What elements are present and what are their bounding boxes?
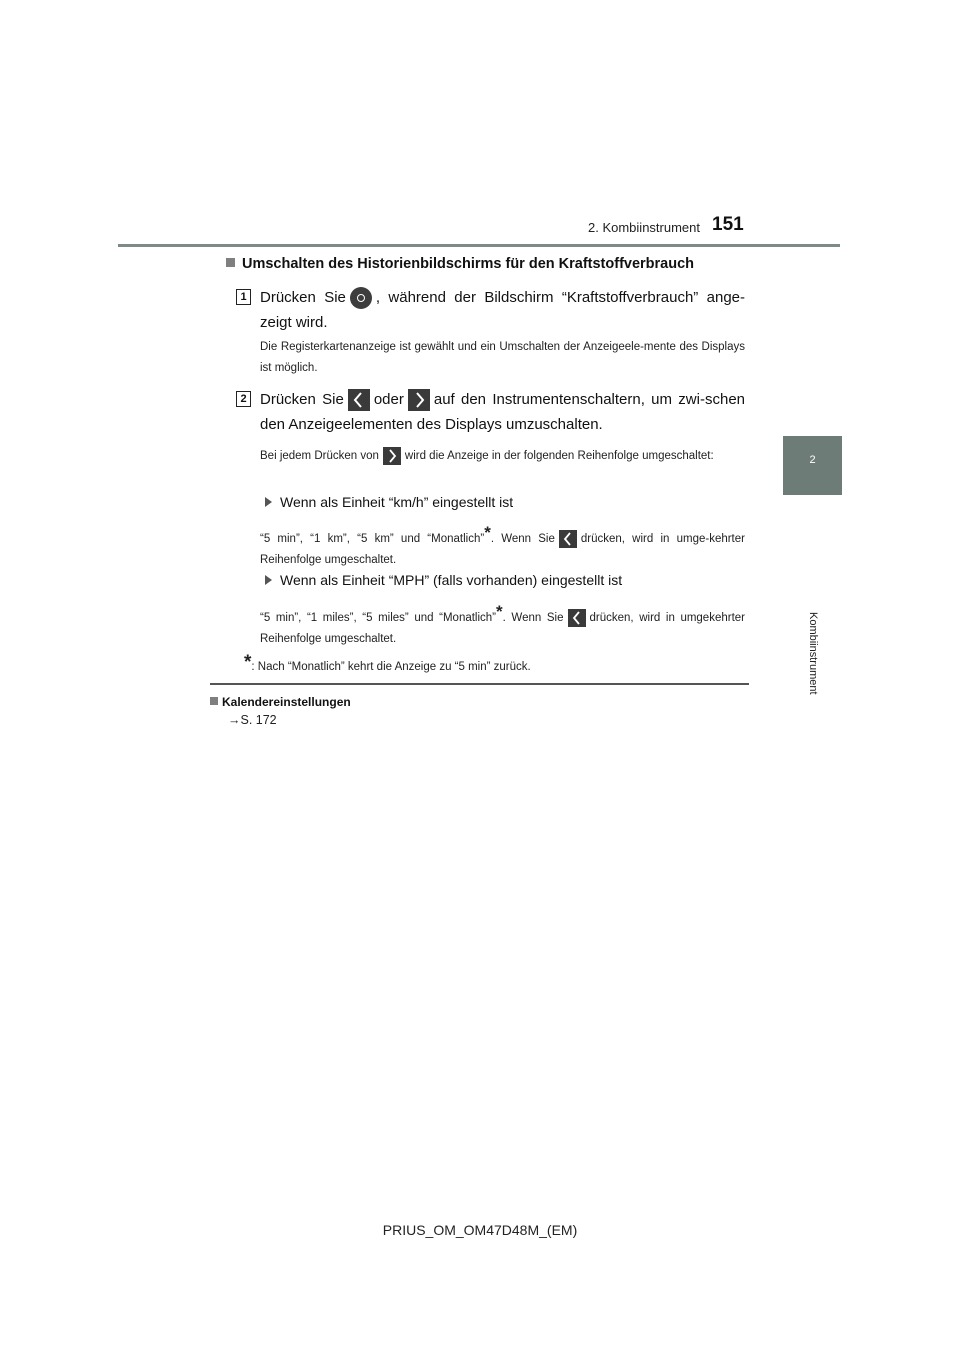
triangle-bullet-icon	[265, 497, 272, 507]
chapter-tab	[783, 436, 842, 495]
bullet-mph-text: “5 min”, “1 miles”, “5 miles” und “Monatlich”*. Wenn Sie drücken, wird in umgekehrter Reihenfolge umgeschaltet.	[260, 602, 745, 645]
bullet-km-h: Wenn als Einheit “km/h” eingestellt ist	[265, 494, 513, 510]
step-1-text: Drücken Sie , während der Bildschirm “Kraftstoffverbrauch” ange-zeigt wird.	[260, 289, 745, 331]
step-number-2: 2	[236, 391, 251, 407]
bullet-km-h-text: “5 min”, “1 km”, “5 km” und “Monatlich”*. Wenn Sie drücken, wird in umge-kehrter Reihenfolge umgeschaltet.	[260, 523, 745, 566]
calendar-page-reference[interactable]: →S. 172	[228, 713, 277, 727]
header-rule	[118, 244, 840, 247]
square-bullet-icon	[226, 258, 235, 267]
document-footer: PRIUS_OM_OM47D48M_(EM)	[382, 1222, 578, 1238]
running-header-section: 2. Kombiinstrument	[588, 220, 700, 235]
section-separator	[210, 683, 749, 685]
chevron-left-icon	[568, 609, 586, 627]
step-2-text: Drücken Sie oder auf den Instrumentenschaltern, um zwi-schen den Anzeigeelementen des Displays umzuschalten.	[260, 391, 745, 433]
step-1-note: Die Registerkartenanzeige ist gewählt und ein Umschalten der Anzeigeele-mente des Displays ist möglich.	[260, 341, 745, 374]
chapter-tab-label: Kombiinstrument	[807, 612, 819, 695]
chevron-left-icon	[559, 530, 577, 548]
chevron-right-icon	[408, 389, 430, 411]
square-bullet-icon	[210, 697, 218, 705]
triangle-bullet-icon	[265, 575, 272, 585]
round-button-icon	[350, 287, 372, 309]
chapter-tab-number: 2	[809, 454, 816, 466]
chevron-left-icon	[348, 389, 370, 411]
chevron-right-icon	[383, 447, 401, 465]
step-number-1: 1	[236, 289, 251, 305]
bullet-mph: Wenn als Einheit “MPH” (falls vorhanden) eingestellt ist	[265, 572, 622, 588]
footnote: *: Nach “Monatlich” kehrt die Anzeige zu “5 min” zurück.	[244, 652, 531, 673]
calendar-heading: Kalendereinstellungen	[210, 695, 351, 709]
step-2-note: Bei jedem Drücken von wird die Anzeige in der folgenden Reihenfolge umgeschaltet:	[260, 446, 745, 467]
section-heading: Umschalten des Historienbildschirms für den Kraftstoffverbrauch	[226, 256, 694, 272]
page-number: 151	[712, 214, 744, 235]
